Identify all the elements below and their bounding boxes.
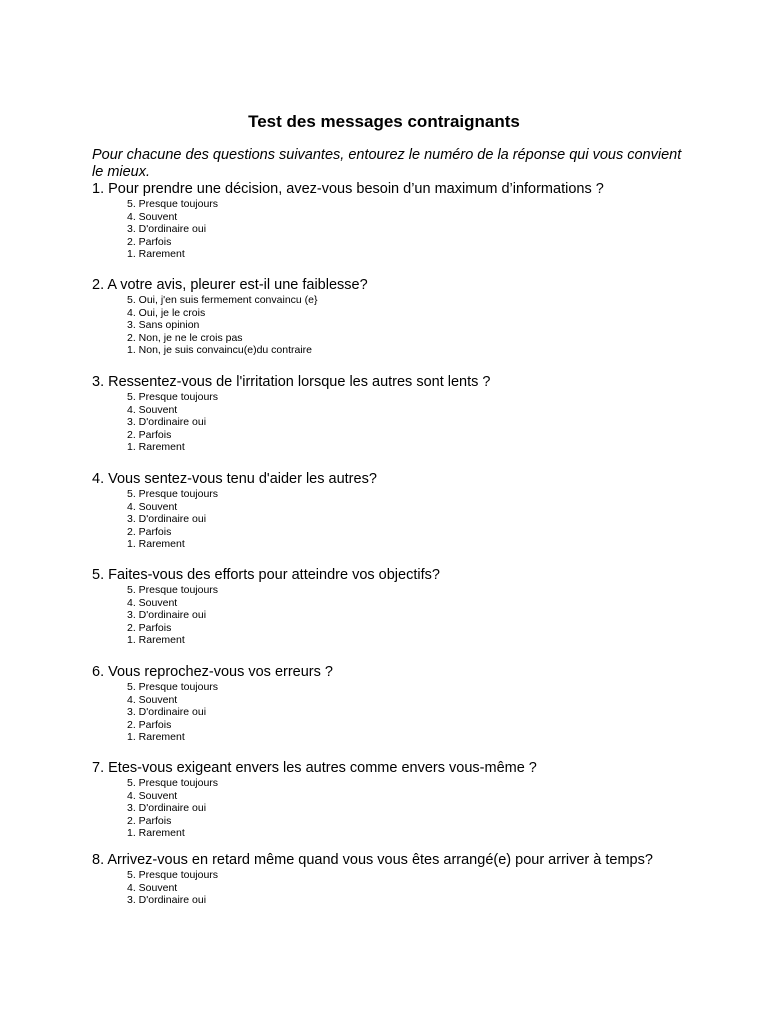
answer-option[interactable]: 5. Presque toujours [127, 869, 219, 881]
question-text: 6. Vous reprochez-vous vos erreurs ? [92, 664, 333, 680]
answer-option[interactable]: 3. D'ordinaire oui [127, 802, 207, 814]
question-text: 5. Faites-vous des efforts pour atteindre vos objectifs? [92, 567, 440, 583]
question-text: 7. Etes-vous exigeant envers les autres comme envers vous-même ? [92, 760, 537, 776]
answer-option[interactable]: 4. Souvent [127, 693, 178, 706]
answer-option[interactable]: 5. Presque toujours [127, 681, 219, 693]
answer-option[interactable]: 3. D'ordinaire oui [127, 223, 207, 235]
answer-options [92, 294, 672, 357]
answer-option[interactable]: 4. Souvent [127, 403, 178, 416]
answer-option[interactable]: 1. Non, je suis convaincu(e)du contraire [127, 344, 313, 356]
answer-option[interactable]: 1. Rarement [127, 538, 185, 550]
answer-options [92, 584, 672, 647]
answer-option[interactable]: 5. Presque toujours [127, 198, 219, 210]
question-7 [92, 760, 672, 840]
answer-option[interactable]: 2. Parfois [127, 428, 172, 441]
answer-options [92, 681, 672, 744]
question-6 [92, 664, 672, 744]
answer-option[interactable]: 4. Souvent [127, 596, 178, 609]
answer-option[interactable]: 2. Parfois [127, 621, 172, 634]
answer-option[interactable]: 4. Oui, je le crois [127, 306, 206, 319]
answer-option[interactable]: 3. Sans opinion [127, 319, 200, 331]
question-text: 4. Vous sentez-vous tenu d'aider les autres? [92, 471, 377, 487]
answer-options [92, 777, 672, 840]
answer-option[interactable]: 4. Souvent [127, 210, 178, 223]
question-4 [92, 471, 672, 551]
answer-option[interactable]: 2. Parfois [127, 814, 172, 827]
question-text: 3. Ressentez-vous de l'irritation lorsque les autres sont lents ? [92, 374, 491, 390]
answer-option[interactable]: 1. Rarement [127, 634, 185, 646]
instructions-text: Pour chacune des questions suivantes, entourez le numéro de la réponse qui vous convient le mieux. [92, 147, 682, 180]
document-title: Test des messages contraignants [248, 112, 520, 131]
answer-options [92, 198, 672, 261]
question-text: 1. Pour prendre une décision, avez-vous besoin d’un maximum d’informations ? [92, 181, 604, 197]
question-5 [92, 567, 672, 647]
answer-option[interactable]: 5. Presque toujours [127, 777, 219, 789]
answer-option[interactable]: 1. Rarement [127, 827, 185, 839]
answer-option[interactable]: 4. Souvent [127, 789, 178, 802]
answer-option[interactable]: 3. D'ordinaire oui [127, 894, 207, 906]
answer-option[interactable]: 4. Souvent [127, 881, 178, 894]
answer-option[interactable]: 5. Presque toujours [127, 584, 219, 596]
answer-options [92, 869, 672, 907]
answer-option[interactable]: 4. Souvent [127, 500, 178, 513]
answer-option[interactable]: 1. Rarement [127, 248, 185, 260]
answer-option[interactable]: 3. D'ordinaire oui [127, 706, 207, 718]
answer-option[interactable]: 5. Oui, j'en suis fermement convaincu (e} [127, 294, 318, 306]
answer-option[interactable]: 3. D'ordinaire oui [127, 416, 207, 428]
answer-option[interactable]: 1. Rarement [127, 731, 185, 743]
answer-option[interactable]: 5. Presque toujours [127, 488, 219, 500]
answer-option[interactable]: 3. D'ordinaire oui [127, 513, 207, 525]
answer-option[interactable]: 3. D'ordinaire oui [127, 609, 207, 621]
question-8 [92, 852, 672, 907]
question-1 [92, 181, 672, 261]
question-2 [92, 277, 672, 357]
answer-option[interactable]: 2. Non, je ne le crois pas [127, 331, 243, 344]
question-3 [92, 374, 672, 454]
question-text: 8. Arrivez-vous en retard même quand vous vous êtes arrangé(e) pour arriver à temps? [92, 852, 653, 868]
answer-option[interactable]: 5. Presque toujours [127, 391, 219, 403]
answer-option[interactable]: 2. Parfois [127, 235, 172, 248]
answer-option[interactable]: 1. Rarement [127, 441, 185, 453]
answer-options [92, 391, 672, 454]
answer-option[interactable]: 2. Parfois [127, 525, 172, 538]
question-text: 2. A votre avis, pleurer est-il une faiblesse? [92, 277, 368, 293]
answer-options [92, 488, 672, 551]
answer-option[interactable]: 2. Parfois [127, 718, 172, 731]
